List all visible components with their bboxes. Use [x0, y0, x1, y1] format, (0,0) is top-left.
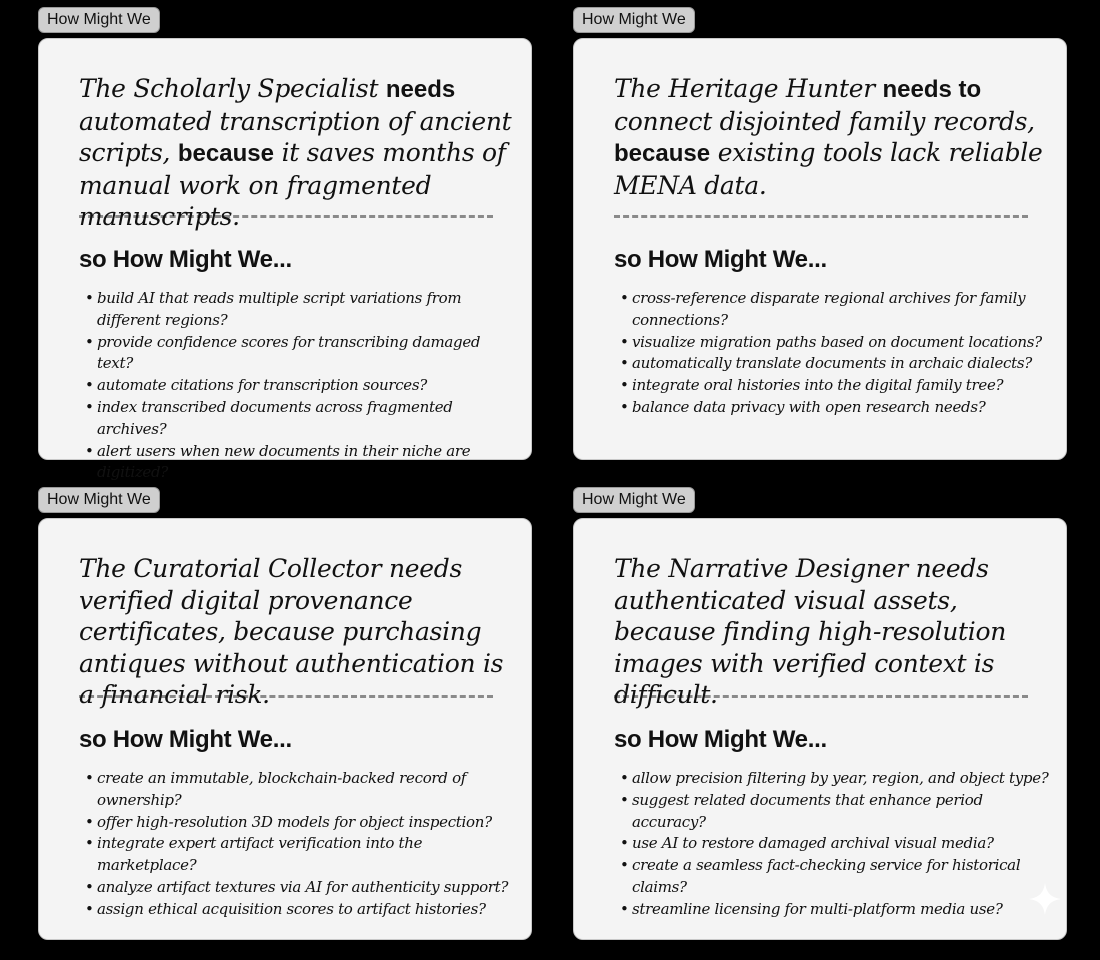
reason-text: it saves months of manual work on fragmented manuscripts.	[79, 138, 506, 231]
hmw-idea: • offer high-resolution 3D models for object inspection?	[85, 812, 517, 834]
problem-statement	[79, 73, 517, 231]
hmw-heading: so How Might We...	[614, 246, 827, 273]
needs-keyword: needs to	[882, 76, 982, 103]
hmw-idea: • analyze artifact textures via AI for authenticity support?	[85, 877, 517, 899]
hmw-heading: so How Might We...	[614, 726, 827, 753]
hmw-heading: so How Might We...	[79, 246, 292, 273]
problem-statement	[614, 73, 1052, 201]
reason-text: existing tools lack reliable MENA data.	[614, 138, 1043, 200]
hmw-heading: so How Might We...	[79, 726, 292, 753]
hmw-idea: • use AI to restore damaged archival visual media?	[620, 833, 1052, 855]
problem-statement: The Curatorial Collector needs verified digital provenance certificates, because purchasing antiques without authentication is a financial risk.	[79, 554, 504, 709]
because-keyword: because	[614, 140, 711, 167]
how-might-we-tag: How Might We	[38, 487, 160, 513]
hmw-idea: • create a seamless fact-checking service for historical claims?	[620, 855, 1052, 899]
hmw-idea: • integrate oral histories into the digital family tree?	[620, 375, 1052, 397]
problem-statement: The Narrative Designer needs authenticated visual assets, because finding high-resolution images with verified context is difficult.	[614, 554, 1007, 709]
hmw-idea: • alert users when new documents in their niche are digitized?	[85, 441, 517, 485]
sparkle-icon	[1028, 882, 1062, 916]
needs-keyword: needs	[385, 76, 456, 103]
hmw-card-curatorial-collector	[38, 518, 532, 940]
hmw-idea: • assign ethical acquisition scores to artifact histories?	[85, 899, 517, 921]
how-might-we-tag: How Might We	[573, 487, 695, 513]
how-might-we-tag: How Might We	[573, 7, 695, 33]
hmw-card-narrative-designer	[573, 518, 1067, 940]
hmw-idea: • build AI that reads multiple script variations from different regions?	[85, 288, 517, 332]
hmw-idea: • suggest related documents that enhance period accuracy?	[620, 790, 1052, 834]
hmw-idea: • automate citations for transcription sources?	[85, 375, 517, 397]
hmw-idea-list	[614, 288, 1052, 419]
hmw-idea: • automatically translate documents in archaic dialects?	[620, 353, 1052, 375]
because-keyword: because	[177, 140, 274, 167]
hmw-idea: • streamline licensing for multi-platform media use?	[620, 899, 1052, 921]
hmw-idea-list	[614, 768, 1052, 921]
need-text: connect disjointed family records,	[614, 106, 1035, 136]
hmw-card-scholarly-specialist	[38, 38, 532, 482]
need-text: automated transcription of ancient scripts,	[79, 106, 512, 167]
hmw-idea-list	[79, 768, 517, 921]
hmw-idea: • visualize migration paths based on document locations?	[620, 332, 1052, 354]
persona-name: The Scholarly Specialist	[79, 74, 379, 103]
hmw-idea-list	[79, 288, 517, 484]
hmw-idea: • balance data privacy with open research needs?	[620, 397, 1052, 419]
hmw-idea: • allow precision filtering by year, region, and object type?	[620, 768, 1052, 790]
hmw-idea: • provide confidence scores for transcribing damaged text?	[85, 332, 517, 376]
hmw-idea: • integrate expert artifact verification into the marketplace?	[85, 833, 517, 877]
hmw-card-heritage-hunter	[573, 38, 1067, 460]
how-might-we-tag: How Might We	[38, 7, 160, 33]
persona-name: The Heritage Hunter	[614, 74, 875, 103]
dashed-divider	[614, 215, 1028, 218]
hmw-idea: • create an immutable, blockchain-backed record of ownership?	[85, 768, 517, 812]
hmw-idea: • cross-reference disparate regional archives for family connections?	[620, 288, 1052, 332]
hmw-idea: • index transcribed documents across fragmented archives?	[85, 397, 517, 441]
